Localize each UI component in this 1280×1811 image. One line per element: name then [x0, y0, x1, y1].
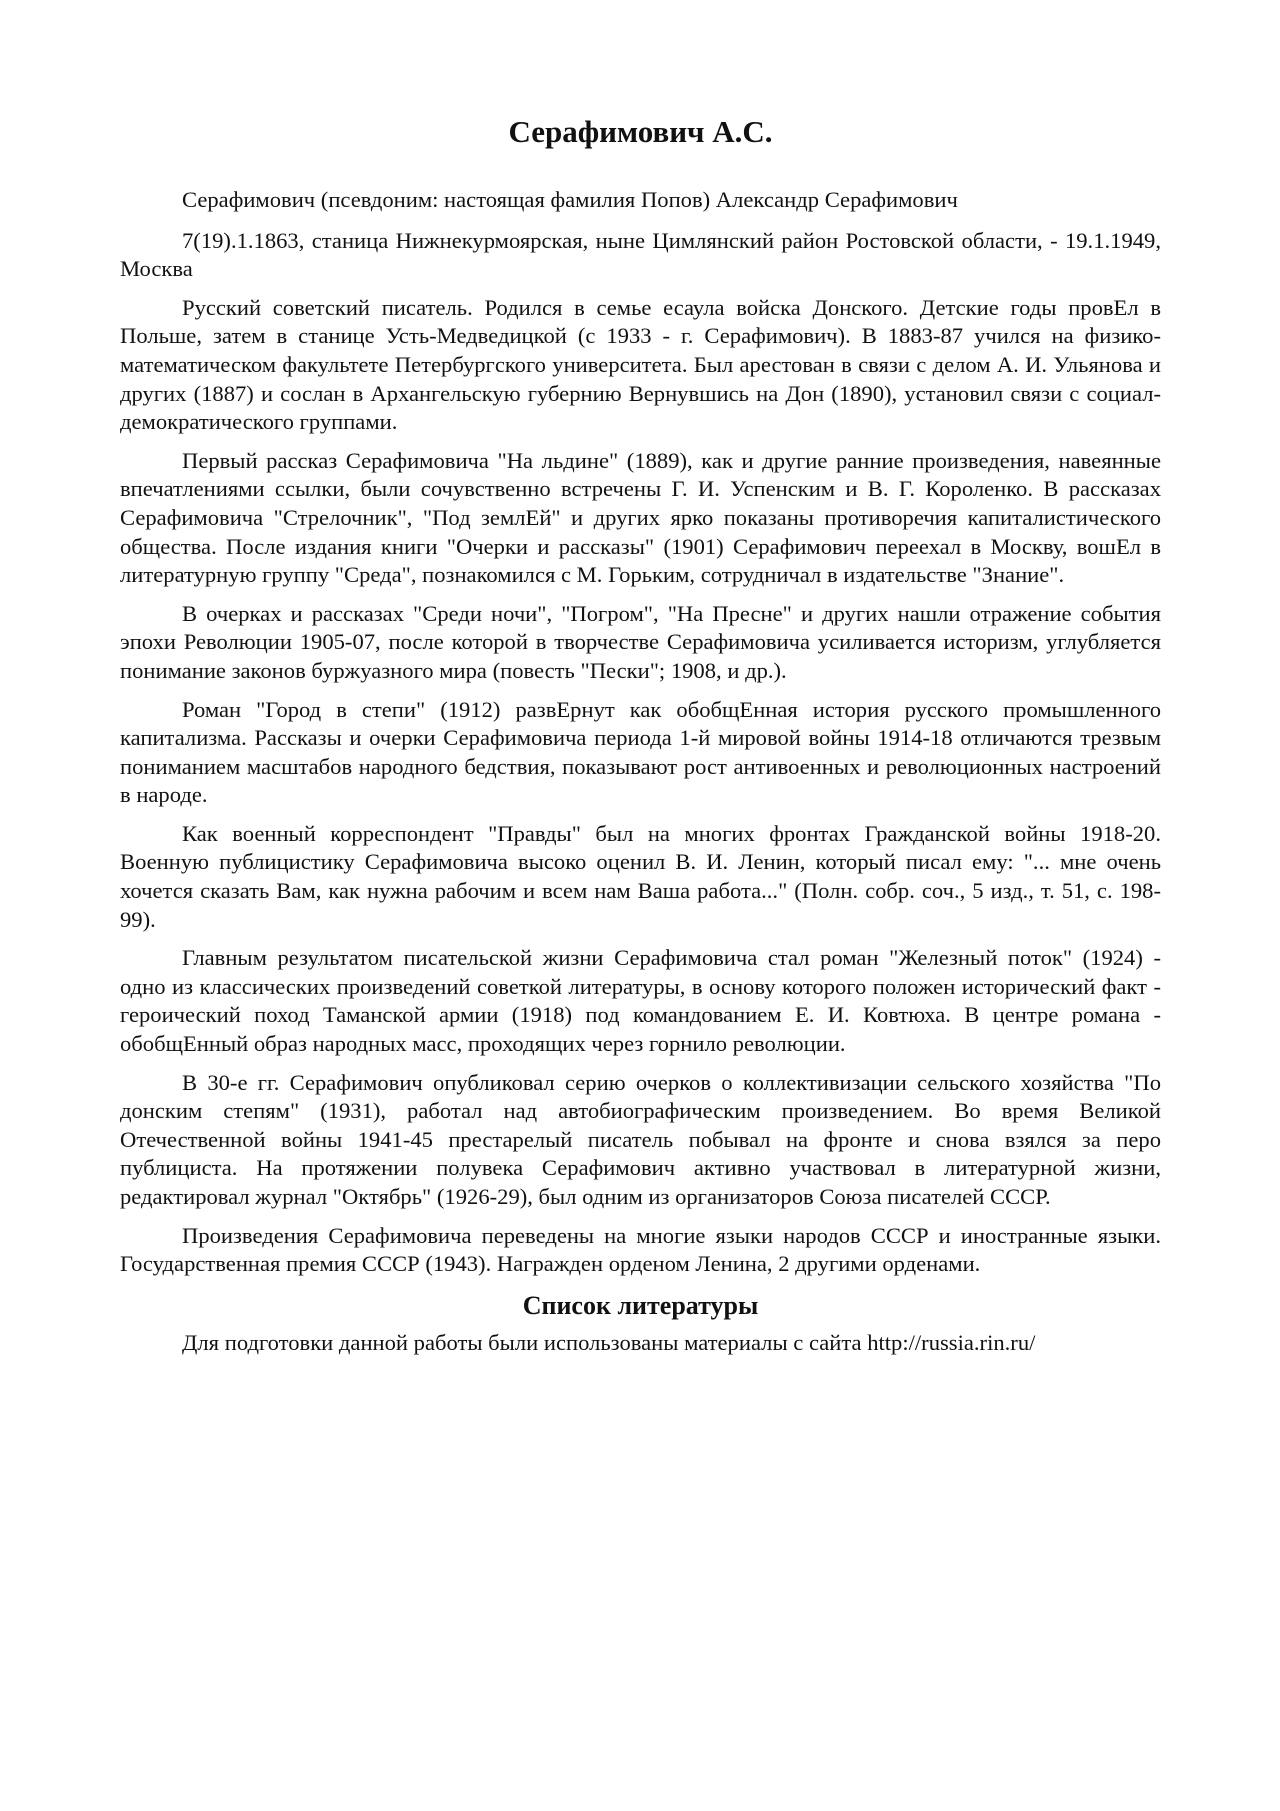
paragraph-life-dates: 7(19).1.1863, станица Нижнекурмоярская, ныне Цимлянский район Ростовской области, - 19.1.1949, Москва	[120, 227, 1161, 282]
paragraph-war-correspondent: Как военный корреспондент "Правды" был на многих фронтах Гражданской войны 1918-20. Военную публицистику Серафимовича высоко оценил В. И. Ленин, который писал ему: "... мне очень хочется сказать Вам, как нужна рабочим и всем нам Ваша работа..." (Полн. собр. соч., 5 изд., т. 51, с. 198-99).	[120, 820, 1161, 932]
document-page	[120, 112, 1161, 1367]
document-title: Серафимович А.С.	[508, 114, 773, 149]
paragraph-city-in-steppe: Роман "Город в степи" (1912) развЕрнут как обобщЕнная история русского промышленного капитализма. Рассказы и очерки Серафимовича периода 1-й мировой войны 1914-18 отличаются трезвым пониманием масштабов народного бедствия, показывают рост антивоенных и революционных настроений в народе.	[120, 696, 1161, 808]
paragraph-translations-awards: Произведения Серафимовича переведены на многие языки народов СССР и иностранные языки. Государственная премия СССР (1943). Награжден орденом Ленина, 2 другими орденами.	[120, 1222, 1161, 1277]
references-text: Для подготовки данной работы были использованы материалы с сайта http://russia.rin.ru/	[182, 1329, 1036, 1355]
paragraph-early-works: Первый рассказ Серафимовича "На льдине" (1889), как и другие ранние произведения, навеянные впечатлениями ссылки, были сочувственно встречены Г. И. Успенским и В. Г. Короленко. В рассказах Серафимовича "Стрелочник", "Под землЕй" и других ярко показаны противоречия капиталистического общества. После издания книги "Очерки и рассказы" (1901) Серафимович переехал в Москву, вошЕл в литературную группу "Среда", познакомился с М. Горьким, сотрудничал в издательстве "Знание".	[120, 447, 1161, 588]
paragraph-author-name: Серафимович (псевдоним: настоящая фамилия Попов) Александр Серафимович	[182, 187, 958, 212]
paragraph-revolution-1905: В очерках и рассказах "Среди ночи", "Погром", "На Пресне" и других нашли отражение события эпохи Революции 1905-07, после которой в творчестве Серафимовича усиливается историзм, углубляется понимание законов буржуазного мира (повесть "Пески"; 1908, и др.).	[120, 600, 1161, 683]
paragraph-biography: Русский советский писатель. Родился в семье есаула войска Донского. Детские годы провЕл в Польше, затем в станице Усть-Медведицкой (с 1933 - г. Серафимович). В 1883-87 учился на физико-математическом факультете Петербургского университета. Был арестован в связи с делом А. И. Ульянова и других (1887) и сослан в Архангельскую губернию Вернувшись на Дон (1890), установил связи с социал-демократического группами.	[120, 294, 1161, 435]
references-heading: Список литературы	[522, 1290, 759, 1320]
paragraph-iron-flood: Главным результатом писательской жизни Серафимовича стал роман "Железный поток" (1924) - одно из классических произведений советкой литературы, в основу которого положен исторический факт - героический поход Таманской армии (1918) под командованием Е. И. Ковтюха. В центре романа - обобщЕнный образ народных масс, проходящих через горнило революции.	[120, 945, 1161, 1057]
paragraph-1930s: В 30-е гг. Серафимович опубликовал серию очерков о коллективизации сельского хозяйства "По донским степям" (1931), работал над автобиографическим произведением. Во время Великой Отечественной войны 1941-45 престарелый писатель побывал на фронте и снова взялся за перо публициста. На протяжении полувека Серафимович активно участвовал в литературной жизни, редактировал журнал "Октябрь" (1926-29), был одним из организаторов Союза писателей СССР.	[120, 1069, 1161, 1209]
